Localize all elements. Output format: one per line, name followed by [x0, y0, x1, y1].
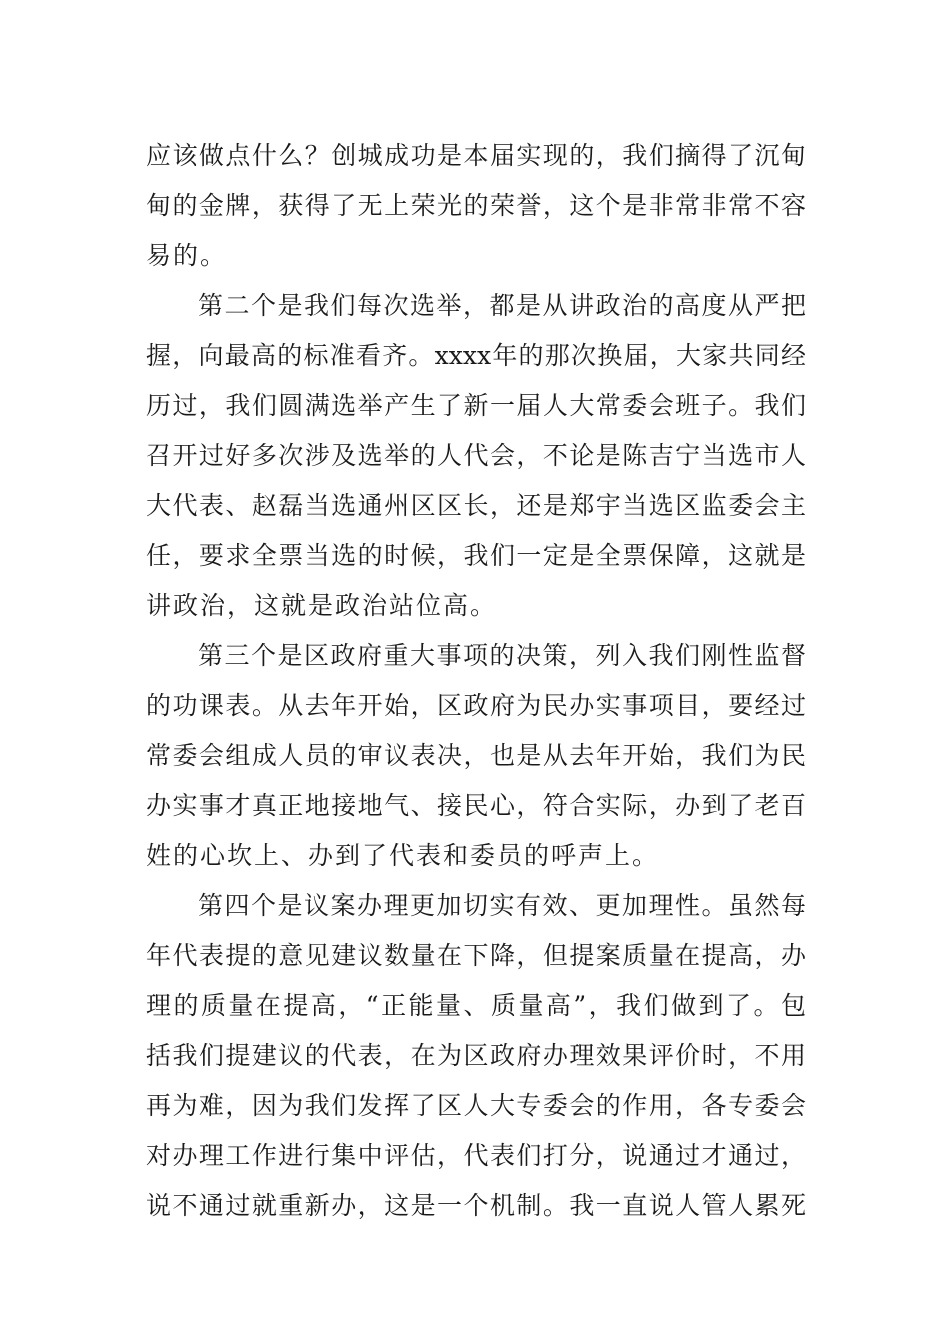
text-line: 任，要求全票当选的时候，我们一定是全票保障，这就是: [146, 541, 806, 570]
paragraph-start-line: 第三个是区政府重大事项的决策，列入我们刚性监督: [198, 641, 806, 670]
text-line: 大代表、赵磊当选通州区区长，还是郑宇当选区监委会主: [146, 491, 806, 520]
text-line: 说不通过就重新办，这是一个机制。我一直说人管人累死: [146, 1191, 806, 1220]
text-line: 易的。: [146, 241, 228, 270]
text-line: 应该做点什么？创城成功是本届实现的，我们摘得了沉甸: [146, 141, 806, 170]
paragraph-start-line: 第二个是我们每次选举，都是从讲政治的高度从严把: [198, 291, 806, 320]
text-line: 对办理工作进行集中评估，代表们打分，说通过才通过，: [146, 1141, 806, 1170]
text-line: 理的质量在提高，“正能量、质量高”，我们做到了。包: [146, 991, 806, 1020]
text-line: 的功课表。从去年开始，区政府为民办实事项目，要经过: [146, 691, 806, 720]
text-line: 甸的金牌，获得了无上荣光的荣誉，这个是非常非常不容: [146, 191, 806, 220]
text-line: 历过，我们圆满选举产生了新一届人大常委会班子。我们: [146, 391, 806, 420]
text-line: 括我们提建议的代表，在为区政府办理效果评价时，不用: [146, 1041, 806, 1070]
text-line: 姓的心坎上、办到了代表和委员的呼声上。: [146, 841, 660, 870]
text-line: 讲政治，这就是政治站位高。: [146, 591, 498, 620]
document-body: [146, 131, 806, 1231]
paragraph-start-line: 第四个是议案办理更加切实有效、更加理性。虽然每: [198, 891, 806, 920]
text-line: 办实事才真正地接地气、接民心，符合实际，办到了老百: [146, 791, 806, 820]
text-line: 常委会组成人员的审议表决，也是从去年开始，我们为民: [146, 741, 806, 770]
text-line: 再为难，因为我们发挥了区人大专委会的作用，各专委会: [146, 1091, 806, 1120]
text-line: 召开过好多次涉及选举的人代会，不论是陈吉宁当选市人: [146, 441, 806, 470]
text-line: 握，向最高的标准看齐。xxxx年的那次换届，大家共同经: [146, 341, 806, 370]
text-line: 年代表提的意见建议数量在下降，但提案质量在提高，办: [146, 941, 806, 970]
